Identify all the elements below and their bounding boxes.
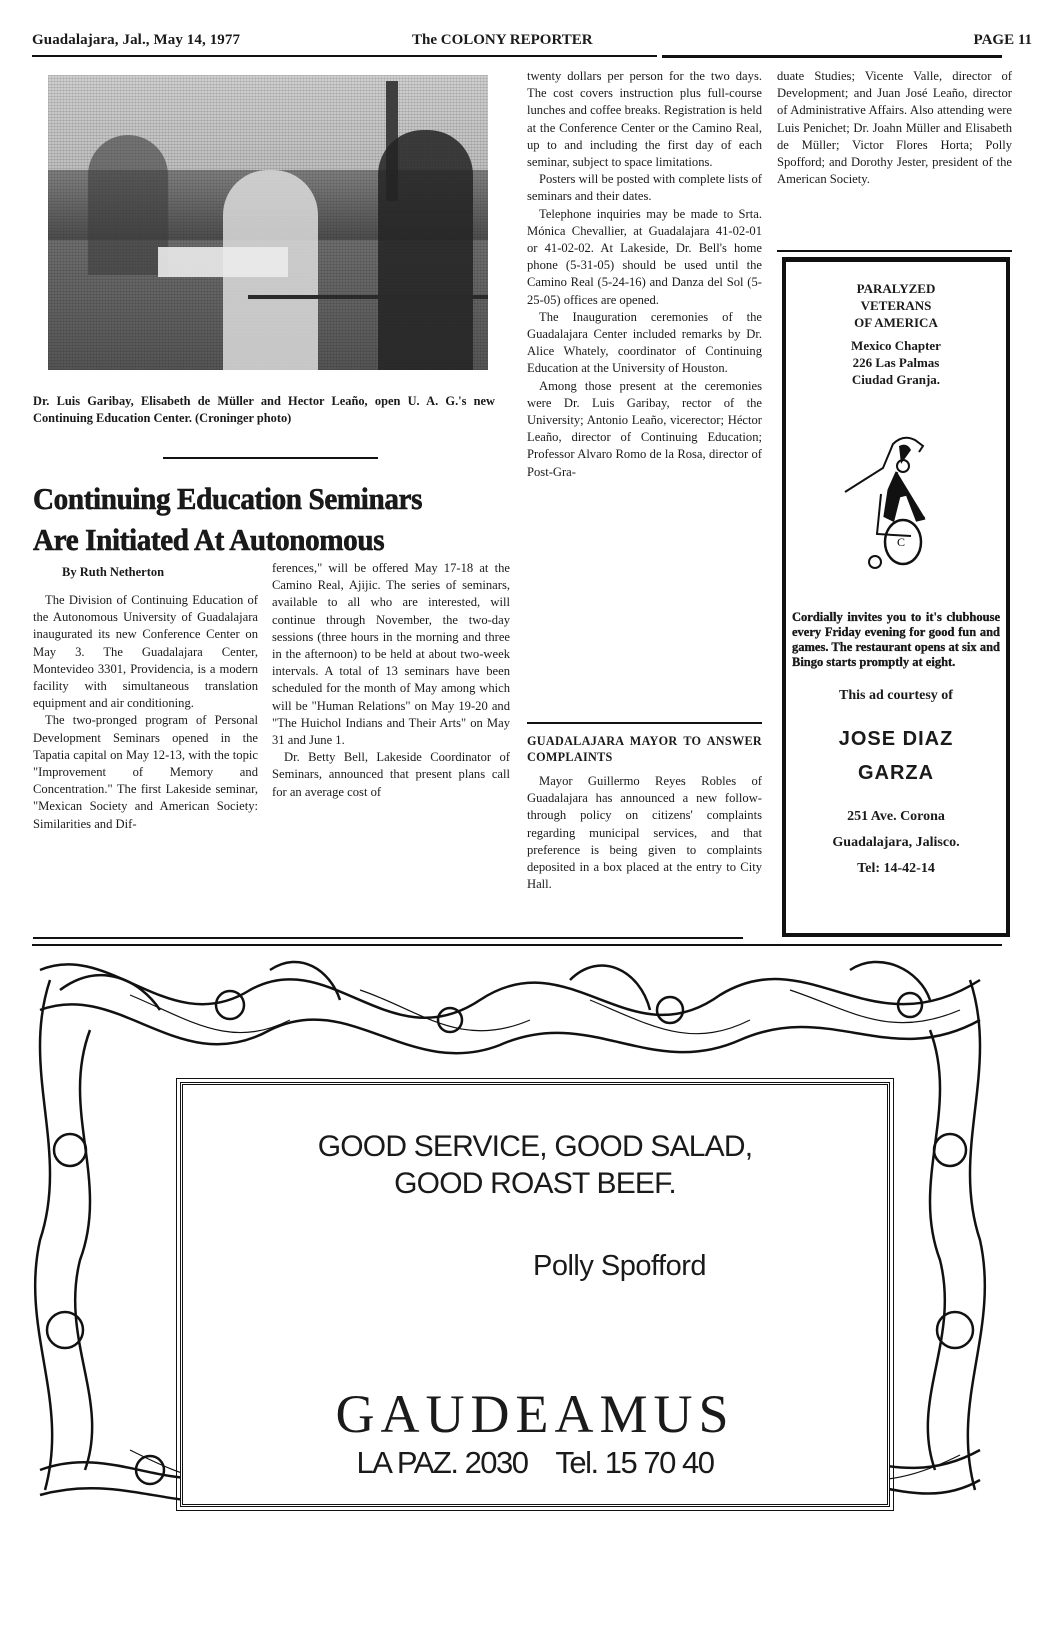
ad-tagline-1: GOOD SERVICE, GOOD SALAD,: [317, 1130, 753, 1163]
paper-name: The COLONY REPORTER: [412, 32, 593, 48]
paragraph: The Division of Continuing Education of the Autonomous University of Guadalajara inaugurated its new Conference Center on May 3. The Guadalajara Center, Montevideo 3301, Providencia, is a modern facility with simultaneous translation equipment and air conditioning.: [33, 593, 258, 711]
pva-title-line: VETERANS: [860, 298, 932, 313]
article-column-2: [272, 560, 510, 801]
ad-signature: Polly Spofford: [533, 1250, 707, 1282]
pva-title-line: OF AMERICA: [854, 315, 938, 330]
pva-title-line: PARALYZED: [856, 281, 936, 296]
wheelchair-rider-icon: [841, 424, 951, 574]
pva-advertisement: [782, 257, 1010, 937]
article-column-1: [33, 592, 258, 833]
paragraph: ferences," will be offered May 17-18 at the Camino Real, Ajijic. The series of seminars, available to all who are interested, will continue through November, the two-day sessions (three hours in the morning and three in the afternoon) to be held at about two-week intervals. A total of 13 seminars have been scheduled for the month of May among which will be "Human Relations" on May 19-20 and "The Huichol Indians and Their Arts" on May 31 and June 1.: [272, 561, 510, 748]
sponsor-name: [786, 722, 1006, 790]
photo-caption: Dr. Luis Garibay, Elisabeth de Müller and Hector Leaño, open U. A. G.'s new Continuing Education Center. (Croninger photo): [33, 394, 495, 425]
ad-contact: LA PAZ. 2030 Tel. 15 70 40: [356, 1445, 714, 1480]
brief-divider: [527, 722, 762, 724]
pva-courtesy: This ad courtesy of: [839, 688, 953, 703]
paragraph: Telephone inquiries may be made to Srta. Mónica Chevallier, at Guadalajara 41-02-01 or 41-02-02. At Lakeside, Dr. Bell's home phone (5-31-05) should be used until the Camino Real (5-24-16) and Danza del Sol (5-25-05) offices are opened.: [527, 206, 762, 307]
pva-address: 226 Las Palmas: [852, 355, 940, 370]
paragraph: Dr. Betty Bell, Lakeside Coordinator of Seminars, announced that present plans call for an average cost of: [272, 750, 510, 799]
ad-tagline-2: GOOD ROAST BEEF.: [394, 1167, 676, 1200]
svg-text:C: C: [897, 535, 906, 549]
sponsor-name-line: JOSE DIAZ: [838, 728, 954, 750]
ad-top-rule: [32, 944, 1002, 946]
pva-chapter: Mexico Chapter: [851, 338, 941, 353]
dateline: Guadalajara, Jal., May 14, 1977: [32, 32, 241, 48]
sponsor-phone: Tel: 14-42-14: [857, 861, 935, 876]
masthead: [32, 30, 1032, 56]
paragraph: duate Studies; Vicente Valle, director of Development; and Juan José Leaño, director of Administrative Affairs. Also attending were Luis Penichet; Dr. Joahn Müller and Elisabeth de Müller; Victor Flores Horta; Polly Spofford; and Dorothy Jester, president of the American Society.: [777, 69, 1012, 187]
masthead-rule-right: [662, 55, 1002, 58]
pva-title: [786, 280, 1006, 331]
sponsor-address: 251 Ave. Corona: [847, 809, 945, 824]
brief-headline: GUADALAJARA MAYOR TO ANSWER COMPLAINTS: [527, 734, 762, 764]
article-column-3: [527, 68, 762, 481]
article-column-4: [777, 68, 1012, 188]
paragraph: The Inauguration ceremonies of the Guadalajara Center included remarks by Dr. Alice Whately, coordinator of Continuing Education at the University of Houston.: [527, 309, 762, 376]
paragraph: Among those present at the ceremonies were Dr. Luis Garibay, rector of the University; Antonio Leaño, vicerector; Héctor Leaño, director of Continuing Education; Professor Alvaro Romo de la Rosa, director of Post-Gra-: [527, 378, 762, 479]
pva-city: Ciudad Granja.: [851, 372, 941, 387]
paragraph: Posters will be posted with complete lists of seminars and their dates.: [527, 172, 762, 204]
sponsor-city: Guadalajara, Jalisco.: [832, 835, 960, 850]
gaudeamus-advertisement: [180, 1082, 890, 1507]
headline-line-1: Continuing Education Seminars: [33, 481, 423, 516]
masthead-rule-left: [32, 55, 657, 57]
pva-invitation: Cordially invites you to it's clubhouse every Friday evening for good fun and games. The restaurant opens at six and Bingo starts promptly at eight.: [792, 610, 1000, 669]
article-headline: [33, 478, 475, 560]
byline: By Ruth Netherton: [62, 565, 165, 579]
section-divider: [163, 457, 378, 459]
paragraph: twenty dollars per person for the two days. The cost covers instruction plus full-course lunches and coffee breaks. Registration is held at the Conference Center or the Camino Real, up to and including the first day of each seminar, subject to space limitations.: [527, 69, 762, 170]
column-bottom-rule: [33, 937, 743, 939]
headline-line-2: Are Initiated At Autonomous: [33, 522, 385, 557]
news-photo: [48, 75, 488, 370]
brief-body: Mayor Guillermo Reyes Robles of Guadalajara has announced a new follow-through policy on citizens' complaints regarding municipal services, and that preference is being given to complaints deposited in a box placed at the entry to City Hall.: [527, 774, 762, 892]
sponsor-name-line: GARZA: [857, 762, 935, 784]
sponsor-contact: [786, 804, 1006, 882]
paragraph: The two-pronged program of Personal Development Seminars opened in the Tapatia capital on May 12-13, with the topic "Improvement of Memory and Concentration." The first Lakeside seminar, "Mexican Society and American Society: Similarities and Dif-: [33, 713, 258, 831]
ad-brand-name: GAUDEAMUS: [335, 1384, 735, 1444]
news-brief: [527, 733, 762, 893]
page-number: PAGE 11: [973, 32, 1032, 48]
pva-chapter-info: [786, 337, 1006, 388]
column-4-rule: [777, 250, 1012, 252]
